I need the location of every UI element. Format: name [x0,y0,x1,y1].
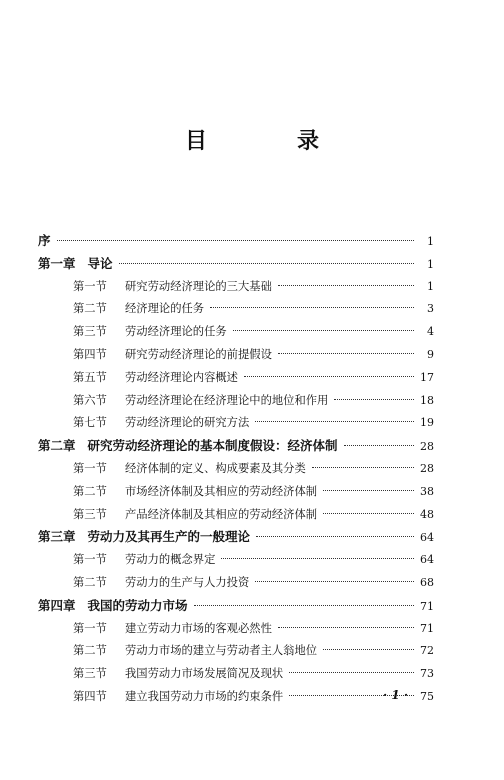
toc-entry-number: 第二节 [73,302,107,316]
toc-entry-number: 第二节 [73,644,107,658]
dot-leader [312,467,414,468]
toc-entry-page: 68 [420,575,434,589]
toc-entry-label: 建立我国劳动力市场的约束条件 [125,689,284,703]
toc-section-entry [38,390,434,413]
toc-entry-number: 第一节 [73,279,107,293]
toc-entry-page: 71 [420,599,434,613]
dot-leader [344,445,414,446]
toc-entry-number: 第一节 [73,621,107,635]
toc-entry-page: 48 [420,507,434,521]
toc-entry-label: 我国劳动力市场发展简况及现状 [125,667,284,681]
toc-entry-label: 序 [38,233,51,248]
toc-section-entry [38,504,434,527]
table-of-contents [38,230,434,709]
toc-entry-label: 劳动经济理论内容概述 [125,370,238,384]
toc-entry-page: 28 [420,461,434,475]
toc-entry-label: 劳动力市场的建立与劳动者主人翁地位 [125,644,318,658]
toc-chapter-entry [38,526,434,549]
toc-entry-page: 64 [420,531,434,545]
dot-leader [244,376,414,377]
toc-entry-page: 1 [427,257,434,271]
toc-section-entry [38,618,434,641]
toc-chapter-entry [38,435,434,458]
dot-leader [256,536,414,537]
toc-entry-label: 研究劳动经济理论的基本制度假设：经济体制 [87,438,338,454]
toc-entry-label: 研究劳动经济理论的三大基础 [125,279,272,293]
toc-entry-label: 建立劳动力市场的客观必然性 [125,621,272,635]
toc-entry-page: 72 [420,644,434,658]
toc-entry-number: 第三章 [38,529,76,545]
dot-leader [323,649,414,650]
toc-entry-number: 第三节 [73,325,107,339]
toc-entry-number: 第一节 [73,461,107,475]
dot-leader [278,627,414,628]
toc-entry-number: 第四节 [73,689,107,703]
toc-section-entry [38,640,434,663]
dot-leader [255,581,414,582]
toc-entry-number: 第五节 [73,370,107,384]
toc-section-entry [38,276,434,299]
toc-entry-number: 第四节 [73,347,107,361]
toc-entry-page: 17 [420,370,434,384]
toc-section-entry [38,549,434,572]
toc-entry-page: 71 [420,621,434,635]
dot-leader [57,240,414,241]
toc-entry-page: 73 [420,667,434,681]
toc-entry-number: 第二节 [73,575,107,589]
toc-entry-label: 市场经济体制及其相应的劳动经济体制 [125,484,318,498]
toc-entry-label: 劳动经济理论的任务 [125,325,227,339]
toc-entry-number: 第二节 [73,484,107,498]
toc-entry-number: 第四章 [38,597,76,613]
toc-section-entry [38,686,434,709]
dot-leader [221,558,414,559]
toc-entry-number: 第二章 [38,438,76,454]
dot-leader [194,605,414,606]
toc-entry-label: 经济体制的定义、构成要素及其分类 [125,461,306,475]
dot-leader [289,672,414,673]
toc-preface-entry [38,230,434,253]
toc-entry-page: 38 [420,484,434,498]
toc-entry-page: 19 [420,416,434,430]
toc-chapter-entry [38,253,434,276]
dot-leader [278,353,414,354]
toc-entry-label: 产品经济体制及其相应的劳动经济体制 [125,507,318,521]
toc-entry-number: 第六节 [73,393,107,407]
toc-chapter-entry [38,595,434,618]
toc-entry-label: 劳动力的概念界定 [125,553,216,567]
toc-section-entry [38,572,434,595]
toc-entry-number: 第一节 [73,553,107,567]
toc-entry-page: 9 [427,347,434,361]
toc-entry-number: 第一章 [38,255,76,271]
dot-leader [255,421,414,422]
toc-section-entry [38,481,434,504]
dot-leader [334,399,414,400]
dot-leader [323,490,414,491]
page-number: · 1 · [383,688,409,702]
toc-entry-label: 劳动经济理论的研究方法 [125,416,250,430]
toc-entry-label: 劳动力的生产与人力投资 [125,575,250,589]
toc-entry-page: 1 [427,235,434,248]
toc-section-entry [38,298,434,321]
dot-leader [278,285,414,286]
dot-leader [210,307,414,308]
toc-entry-page: 1 [427,279,434,293]
toc-entry-page: 75 [420,689,434,703]
toc-section-entry [38,458,434,481]
toc-entry-number: 第七节 [73,416,107,430]
toc-section-entry [38,367,434,390]
toc-entry-number: 第三节 [73,667,107,681]
toc-entry-label: 劳动经济理论在经济理论中的地位和作用 [125,393,329,407]
toc-entry-label: 研究劳动经济理论的前提假设 [125,347,272,361]
dot-leader [119,263,414,264]
dot-leader [323,513,414,514]
toc-entry-label: 我国的劳动力市场 [87,597,188,613]
toc-entry-label: 导论 [87,255,113,271]
toc-entry-label: 经济理论的任务 [125,302,205,316]
toc-entry-page: 64 [420,553,434,567]
toc-entry-label: 劳动力及其再生产的一般理论 [87,529,251,545]
page-title: 目 录 [184,129,353,154]
toc-section-entry [38,663,434,686]
toc-entry-page: 28 [420,440,434,454]
dot-leader [233,330,414,331]
toc-section-entry [38,321,434,344]
toc-entry-page: 3 [427,302,434,316]
toc-entry-page: 18 [420,393,434,407]
toc-entry-number: 第三节 [73,507,107,521]
toc-entry-page: 4 [427,325,434,339]
toc-section-entry [38,412,434,435]
toc-section-entry [38,344,434,367]
